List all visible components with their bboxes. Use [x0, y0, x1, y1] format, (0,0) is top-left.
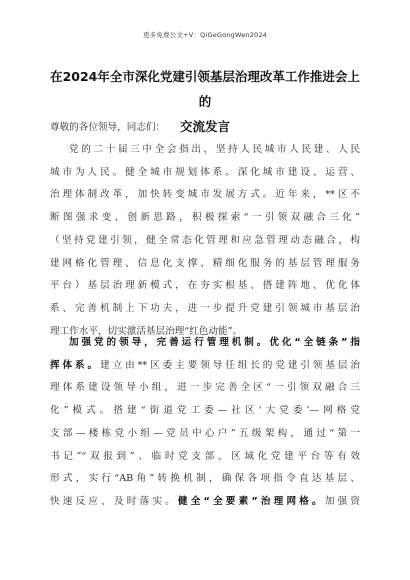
paragraph-2-heading: 加强党的领导，完善运行管理机制。优化“全链条”指 — [69, 337, 360, 348]
paragraph-1-line: 系、完善机制上下功夫，进一步提升党建引领城市基层治 — [50, 302, 360, 314]
paragraph-1-line: 党的二十届三中全会指出，坚持人民城市人民建、人民 — [69, 144, 360, 155]
paragraph-1-line: 理工作水平，切实激活基层治理“红色动能”。 — [50, 325, 243, 337]
salutation-text: 尊敬的各位领导，同志们： — [50, 122, 166, 133]
paragraph-2 — [50, 332, 360, 514]
paragraph-2-heading-line — [50, 332, 360, 355]
paragraph-1-line: 治理体制改革，加快转变城市发展方式。近年来，**区不 — [50, 189, 360, 201]
paragraph-2-line: 化”模式。搭建“街道党工委—社区‘大党委’—网格党 — [50, 405, 360, 417]
paragraph-2-line: 书记”“双报到”、临时党支部、区域化党建平台等有效 — [50, 450, 360, 462]
paragraph-1-line: 平台）基层治理新模式，在夯实根基、搭建阵地、优化体 — [50, 280, 360, 292]
header-note: 更多免费公文+V：QiGeGongWen2024 — [142, 31, 268, 39]
paragraph-2-line: 理体系建设领导小组，进一步完善全区“一引领双融合三 — [50, 382, 360, 394]
title-line-2: 交流发言 — [179, 119, 230, 134]
paragraph-2-text: 建立由**区委主要领导任组长的党建引领基层治 — [100, 359, 360, 371]
paragraph-2-line — [50, 491, 360, 514]
paragraph-2-line — [50, 355, 360, 378]
paragraph-2-subheading: 挥体系。 — [50, 359, 101, 371]
paragraph-1-line: 建网格化管理、信息化支撑、精细化服务的基层管理服务 — [50, 257, 360, 269]
paragraph-2-line: 支部—楼栋党小组—党员中心户”五级架构，通过“第一 — [50, 427, 360, 439]
title-line-1: 在2024年全市深化党建引领基层治理改革工作推进会上的 — [50, 69, 360, 109]
paragraph-2-text: 快速反应、及时落实。 — [50, 495, 178, 507]
salutation — [50, 117, 360, 140]
paragraph-1-line: 城市为人民。健全城市规划体系。深化城市建设、运营、 — [50, 166, 360, 178]
paragraph-2-text: 加强资 — [324, 495, 360, 507]
paragraph-2-subheading: 健全“全要素”治理网格。 — [177, 495, 325, 507]
paragraph-1 — [50, 139, 360, 343]
paragraph-1-line: （坚持党建引领，健全常态化管理和应急管理动态融合，构 — [50, 234, 360, 246]
paragraph-1-line: 断图强求变、创新思路，积极探索“一引领双融合三化” — [50, 212, 360, 224]
paragraph-2-line: 形式，实行“AB角”转换机制，确保各项指令直达基层、 — [50, 473, 360, 485]
